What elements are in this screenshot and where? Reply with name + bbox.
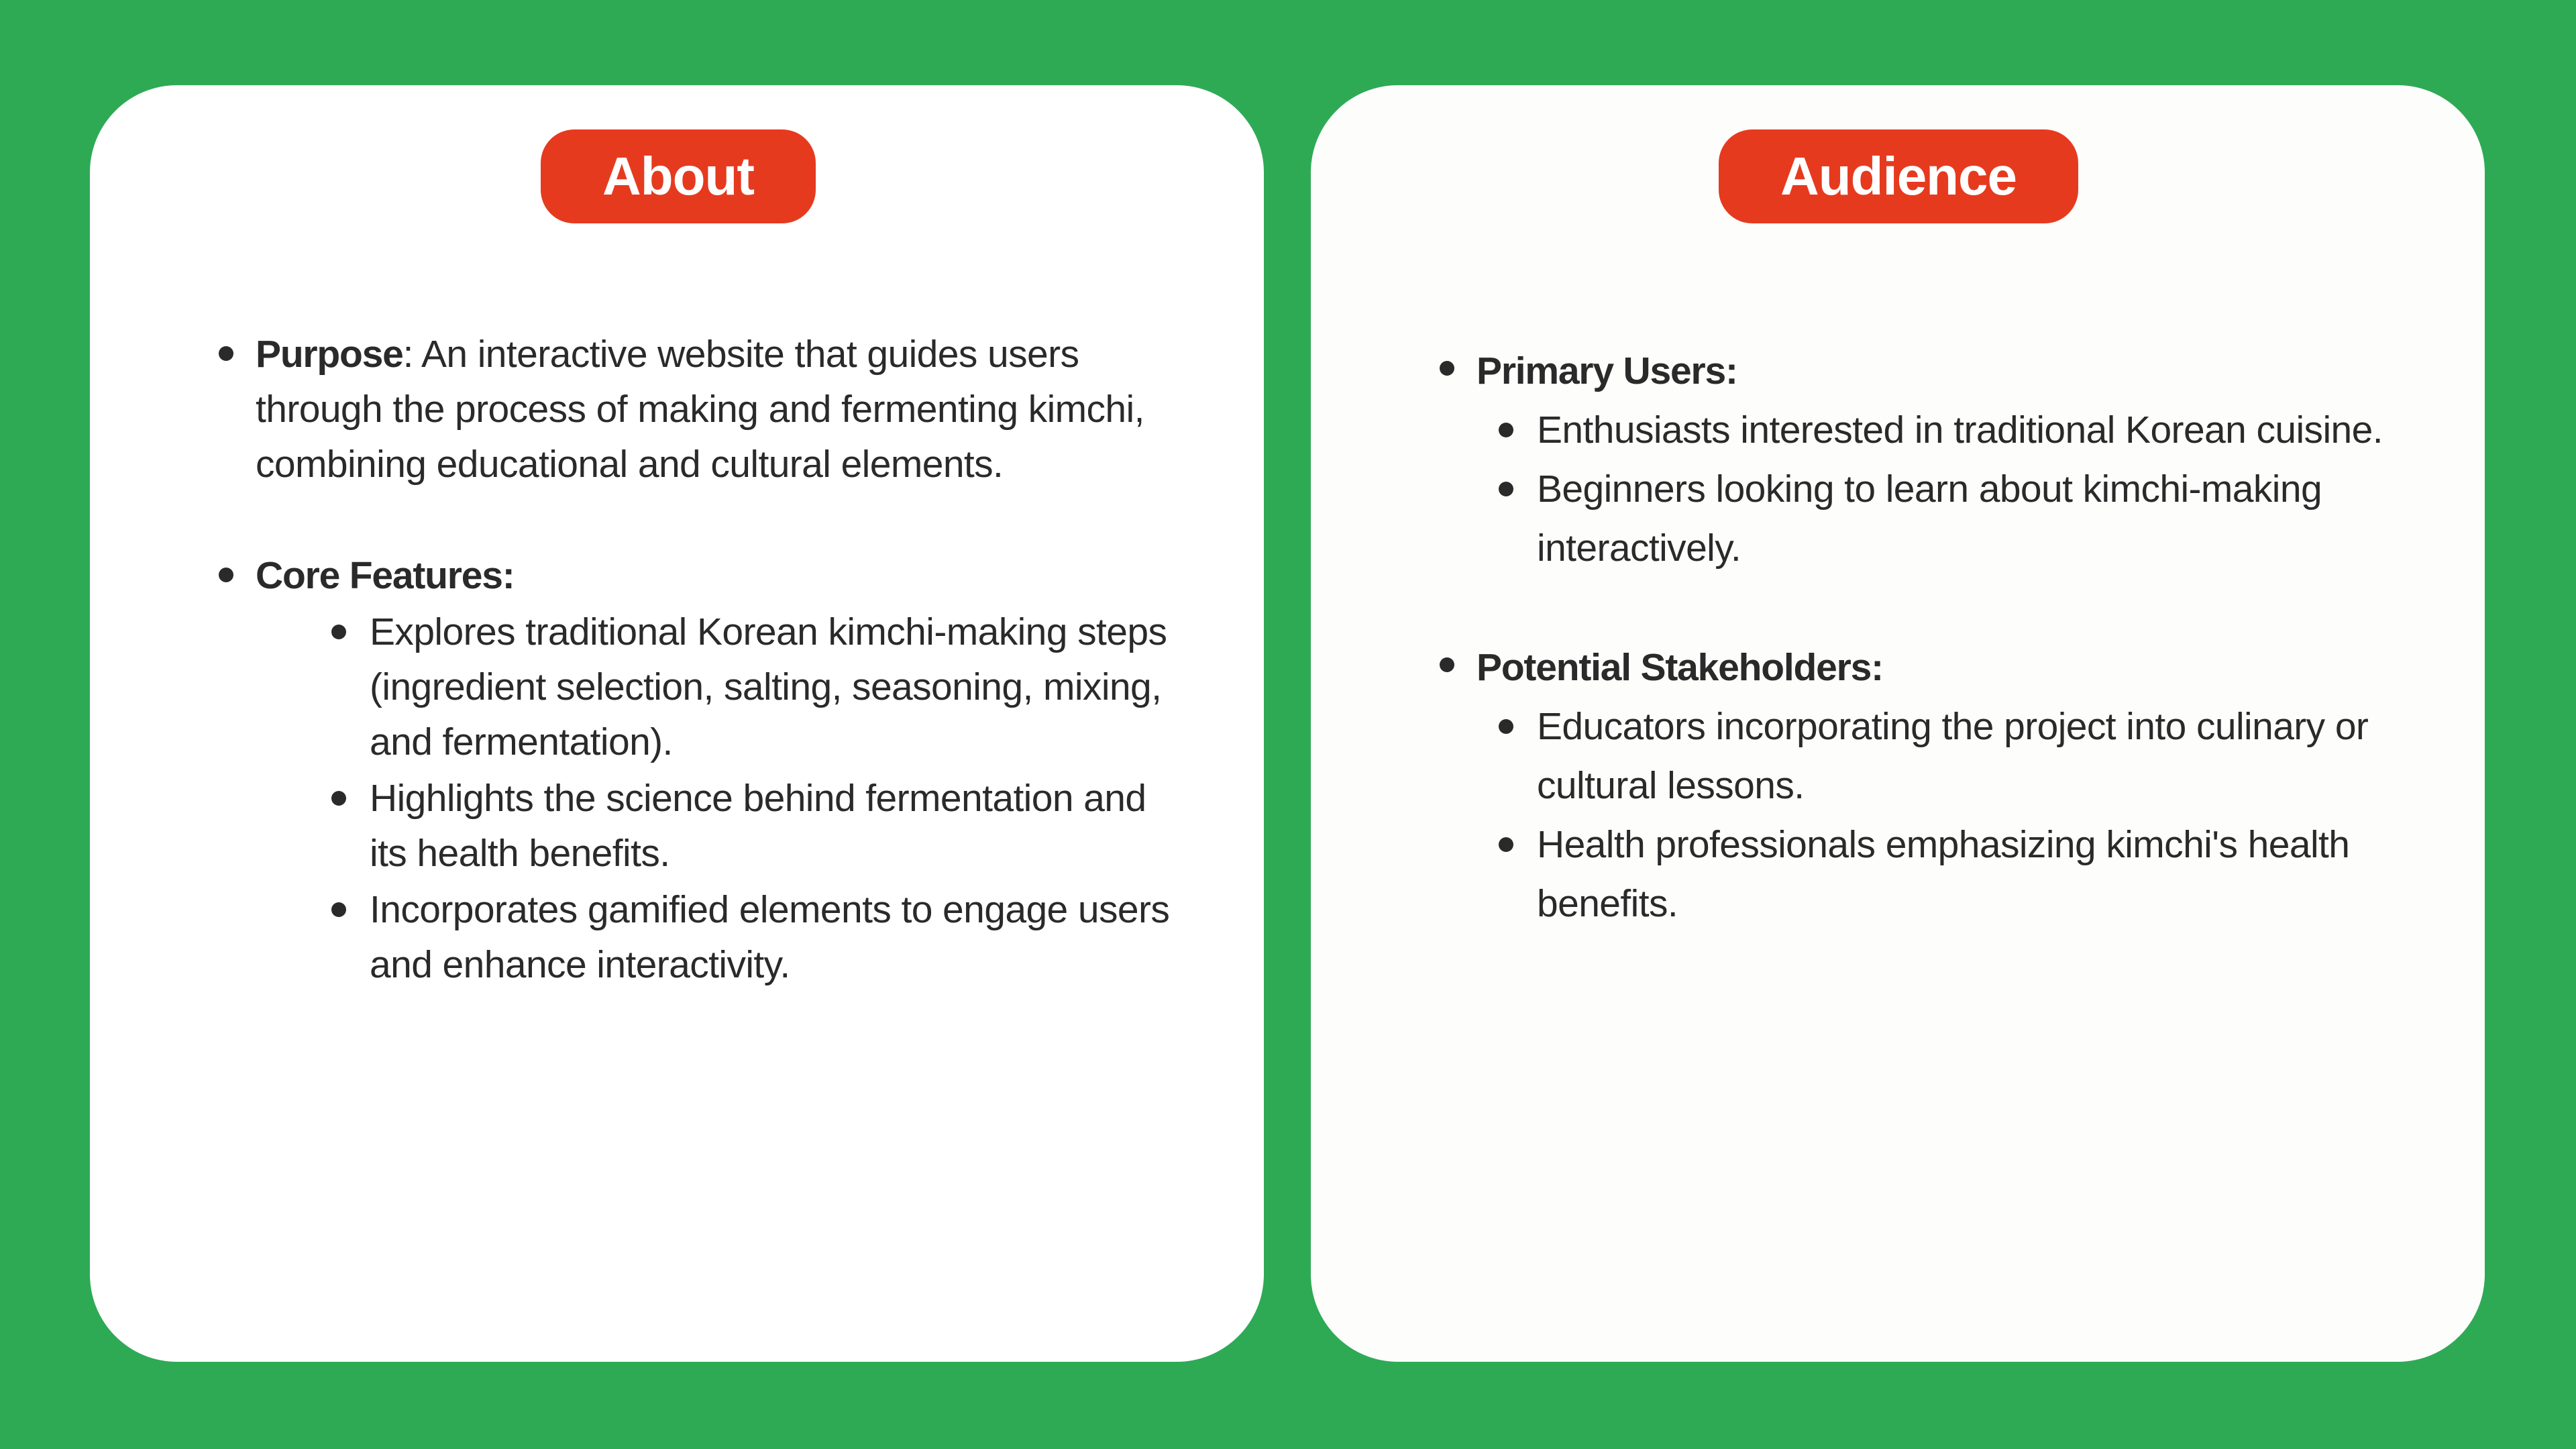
audience-card [1311,85,2485,1362]
bullet-icon [1499,482,1513,496]
primary-users-item [1438,341,2391,400]
stakeholders-label: Potential Stakeholders: [1477,646,1883,689]
bullet-icon [1499,837,1513,852]
about-title-badge: About [541,129,816,223]
core-feature-text: Highlights the science behind fermentation and its health benefits. [370,777,1146,875]
bullet-icon [1499,423,1513,437]
bullet-icon [1499,719,1513,734]
core-feature-item [331,604,1170,769]
primary-user-text: Enthusiasts interested in traditional Korean cuisine. [1537,409,2383,451]
core-feature-text: Explores traditional Korean kimchi-making steps (ingredient selection, salting, seasoning, mixing, and fermentation). [370,610,1167,763]
bullet-icon [1440,361,1454,376]
core-features-item [217,548,1170,603]
core-features-label: Core Features: [256,554,515,597]
primary-user-item [1499,460,2391,578]
primary-users-label: Primary Users: [1477,350,1737,392]
audience-content [1438,341,2391,933]
bullet-icon [331,791,346,806]
purpose-item [217,327,1170,492]
bullet-icon [331,902,346,917]
stakeholders-item [1438,638,2391,697]
stakeholder-text: Health professionals emphasizing kimchi's health benefits. [1537,823,2350,925]
about-content [217,327,1170,992]
stakeholder-item [1499,697,2391,815]
purpose-label: Purpose [256,333,403,376]
bullet-icon [219,568,233,582]
stakeholder-text: Educators incorporating the project into culinary or cultural lessons. [1537,705,2369,807]
primary-user-item [1499,400,2391,460]
purpose-text: : An interactive website that guides users through the process of making and fermenting kimchi, combining educational and cultural elements. [256,333,1144,486]
core-feature-text: Incorporates gamified elements to engage users and enhance interactivity. [370,888,1170,986]
core-feature-item [331,882,1170,992]
bullet-icon [219,346,233,361]
about-card [90,85,1264,1362]
stakeholder-item [1499,815,2391,933]
audience-title-badge: Audience [1719,129,2078,223]
bullet-icon [1440,657,1454,672]
core-feature-item [331,771,1170,881]
bullet-icon [331,625,346,639]
primary-user-text: Beginners looking to learn about kimchi-making interactively. [1537,468,2322,570]
